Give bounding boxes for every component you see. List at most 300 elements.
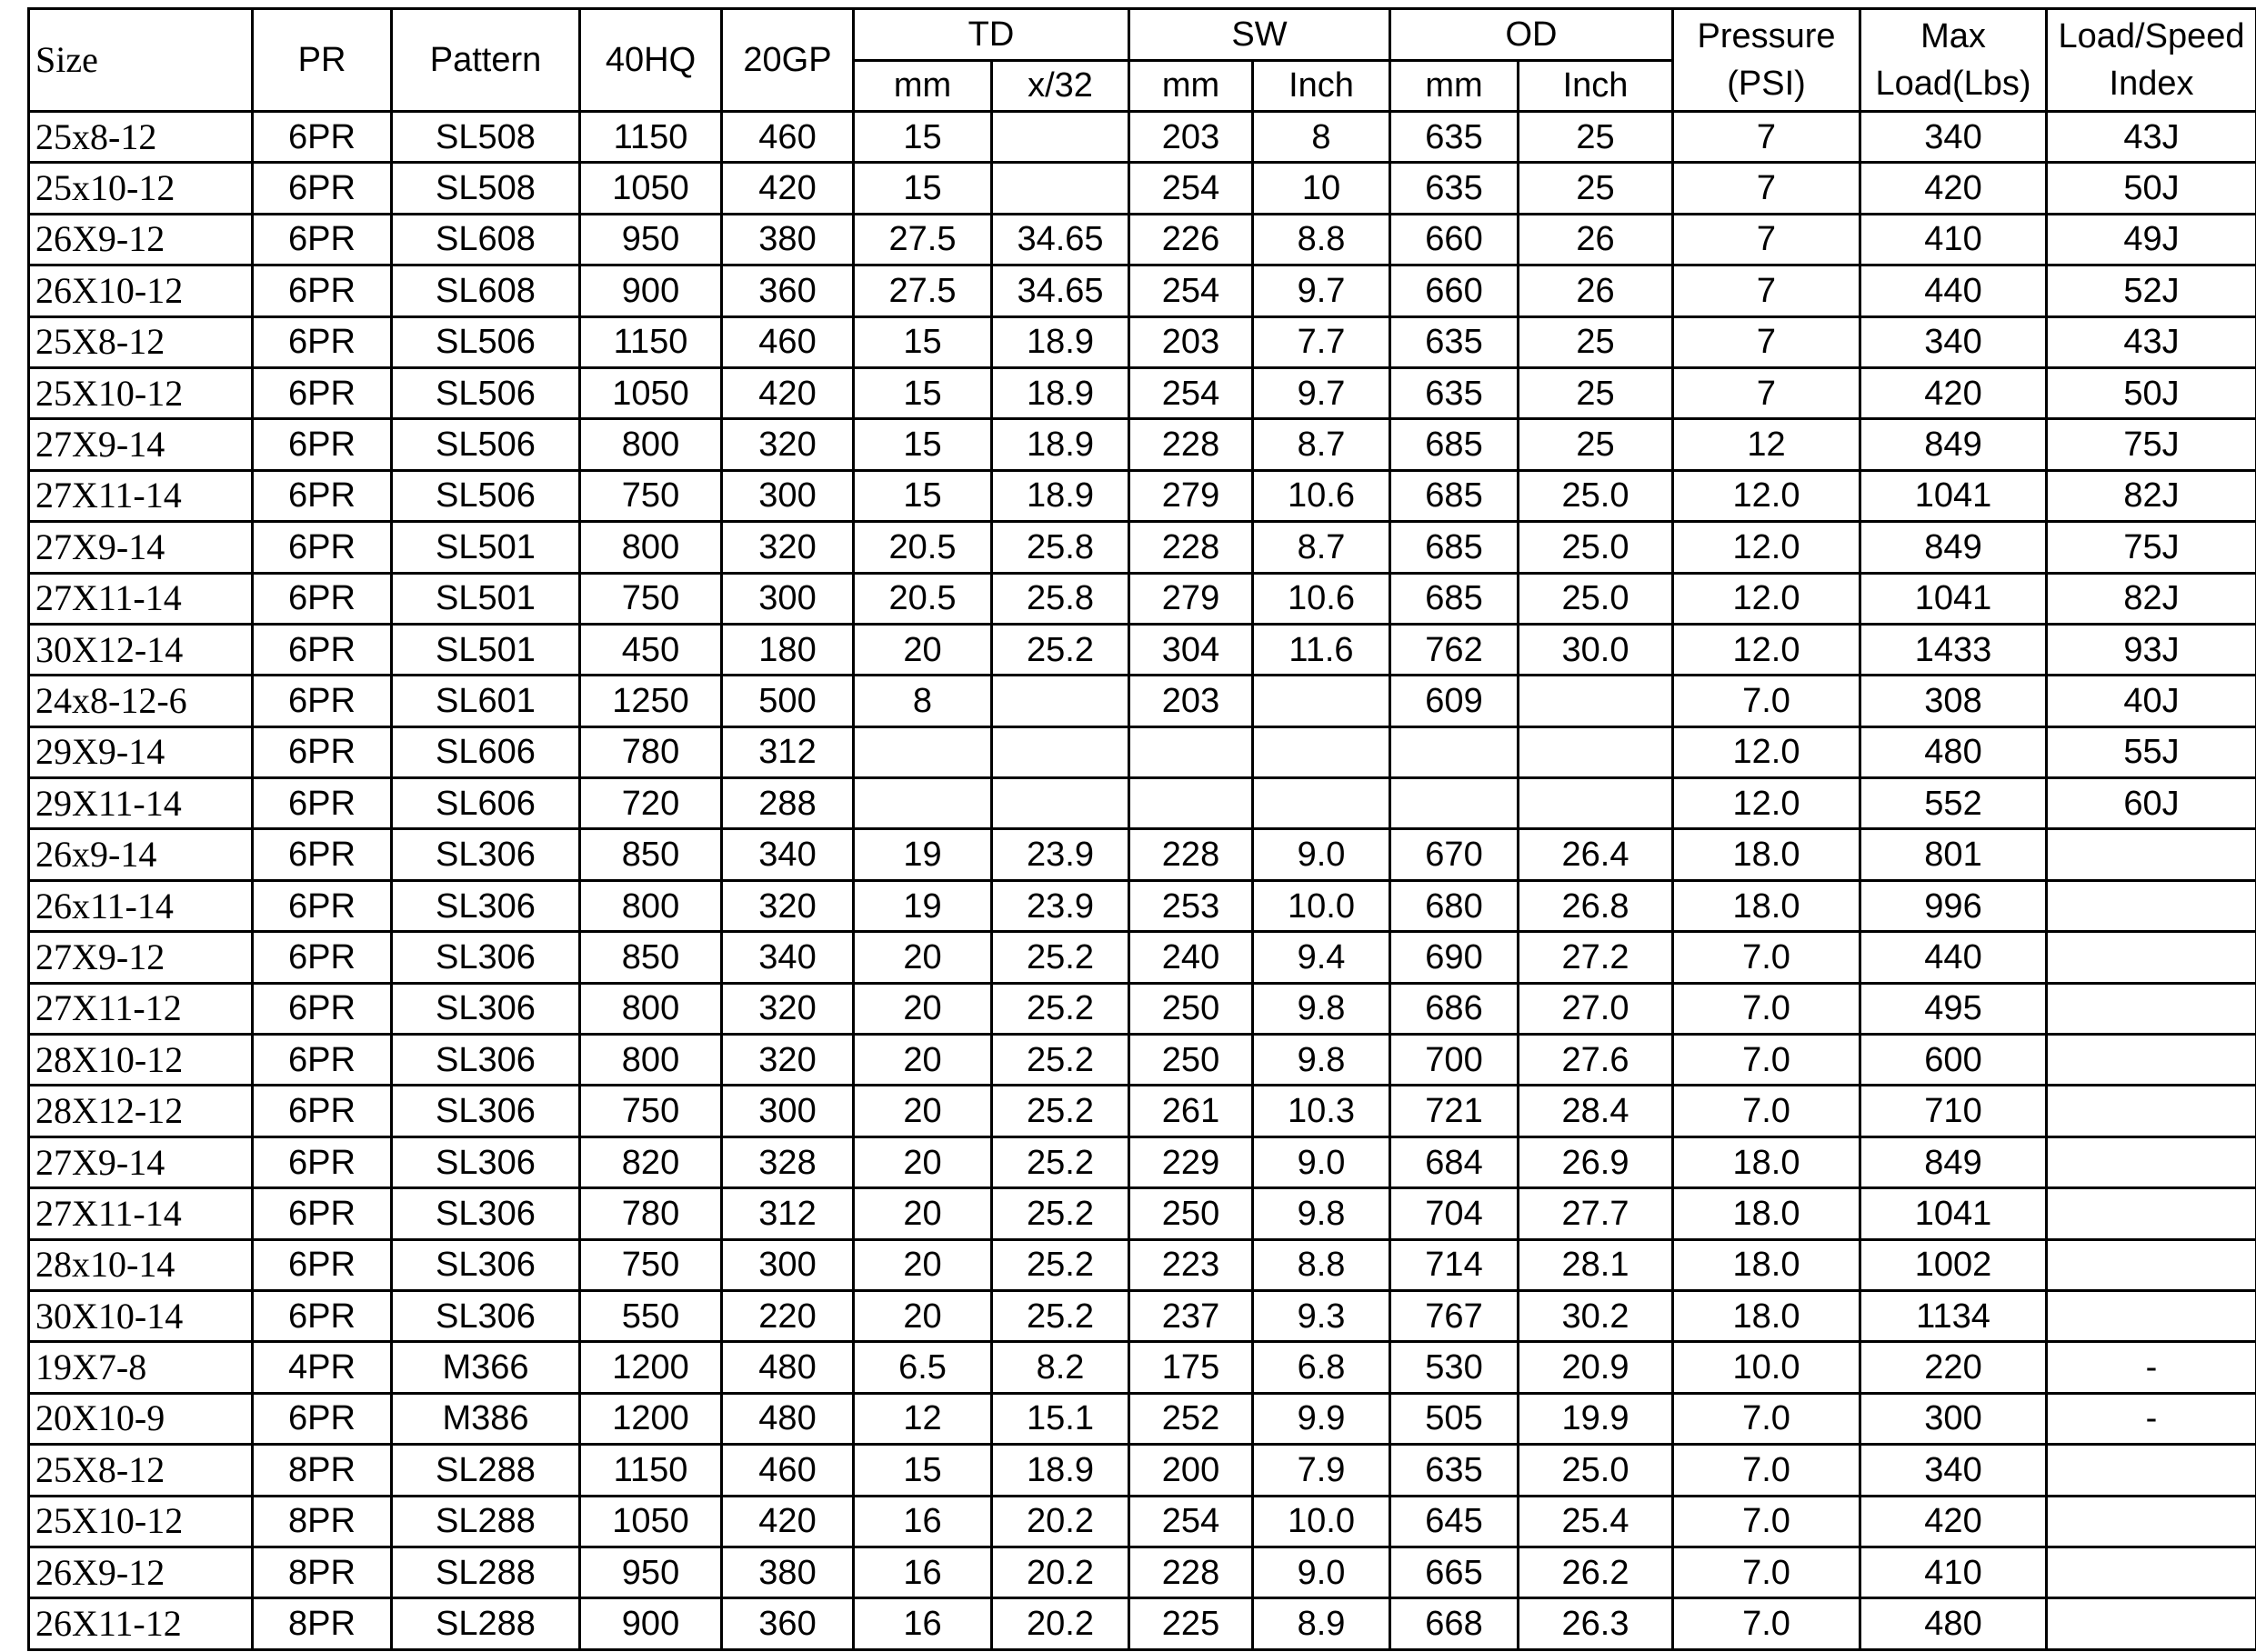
cell-od-mm: 714: [1390, 1239, 1519, 1290]
cell-size: 24x8-12-6: [29, 676, 253, 726]
cell-td-mm: 15: [854, 1445, 992, 1496]
cell-sw-inch: 7.9: [1253, 1445, 1390, 1496]
cell-td-mm: 20: [854, 624, 992, 675]
cell-td-x32: 18.9: [992, 470, 1129, 521]
table-row: [29, 522, 2256, 573]
table-row: [29, 1290, 2256, 1341]
table-row: [29, 316, 2256, 367]
cell-pattern: SL506: [392, 419, 580, 470]
table-row: [29, 778, 2256, 829]
cell-max-load: 300: [1860, 1393, 2047, 1444]
cell-od-inch: 25.0: [1519, 470, 1673, 521]
cell-sw-mm: 240: [1129, 932, 1253, 983]
cell-pressure: 7: [1673, 316, 1860, 367]
cell-load-speed-index: [2047, 983, 2256, 1034]
cell-max-load: 440: [1860, 932, 2047, 983]
cell-pattern: SL306: [392, 1136, 580, 1187]
cell-pr: 6PR: [253, 983, 392, 1034]
table-row: [29, 1445, 2256, 1496]
cell-20gp: 320: [722, 522, 854, 573]
cell-pressure: 7: [1673, 112, 1860, 163]
cell-40hq: 820: [580, 1136, 722, 1187]
cell-td-mm: 20: [854, 932, 992, 983]
cell-20gp: 320: [722, 1035, 854, 1086]
cell-pressure: 12.0: [1673, 778, 1860, 829]
cell-pressure: 7: [1673, 367, 1860, 418]
header-load-speed: [2047, 9, 2256, 112]
cell-pattern: SL306: [392, 1239, 580, 1290]
cell-pattern: SL306: [392, 932, 580, 983]
header-pressure-line1: Pressure: [1697, 17, 1836, 55]
cell-pattern: SL288: [392, 1445, 580, 1496]
cell-pattern: SL506: [392, 367, 580, 418]
cell-pressure: 7.0: [1673, 1496, 1860, 1547]
cell-sw-mm: 200: [1129, 1445, 1253, 1496]
cell-pr: 6PR: [253, 778, 392, 829]
cell-20gp: 320: [722, 983, 854, 1034]
cell-sw-inch: [1253, 726, 1390, 777]
cell-40hq: 800: [580, 1035, 722, 1086]
cell-td-mm: 15: [854, 419, 992, 470]
cell-td-mm: 20: [854, 1035, 992, 1086]
cell-max-load: 420: [1860, 163, 2047, 214]
cell-pr: 4PR: [253, 1342, 392, 1393]
cell-od-mm: 635: [1390, 367, 1519, 418]
cell-pattern: SL508: [392, 163, 580, 214]
cell-max-load: 1134: [1860, 1290, 2047, 1341]
cell-size: 28X10-12: [29, 1035, 253, 1086]
cell-td-x32: 18.9: [992, 419, 1129, 470]
cell-td-x32: 25.2: [992, 983, 1129, 1034]
cell-pr: 6PR: [253, 1239, 392, 1290]
cell-max-load: 1041: [1860, 470, 2047, 521]
cell-load-speed-index: [2047, 1496, 2256, 1547]
cell-od-inch: 27.0: [1519, 983, 1673, 1034]
cell-pr: 6PR: [253, 1086, 392, 1136]
cell-pr: 6PR: [253, 726, 392, 777]
cell-sw-mm: 254: [1129, 265, 1253, 316]
header-pr: PR: [253, 9, 392, 112]
cell-od-inch: 25: [1519, 316, 1673, 367]
cell-td-mm: 20: [854, 1239, 992, 1290]
cell-td-x32: [992, 726, 1129, 777]
cell-20gp: 420: [722, 163, 854, 214]
cell-pressure: 12.0: [1673, 522, 1860, 573]
cell-od-inch: 26.4: [1519, 829, 1673, 880]
cell-size: 20X10-9: [29, 1393, 253, 1444]
table-row: [29, 676, 2256, 726]
cell-max-load: 440: [1860, 265, 2047, 316]
cell-sw-inch: 9.0: [1253, 1547, 1390, 1597]
cell-sw-inch: 9.8: [1253, 1035, 1390, 1086]
cell-sw-inch: [1253, 676, 1390, 726]
table-row: [29, 573, 2256, 624]
cell-td-mm: 20: [854, 1188, 992, 1239]
cell-od-mm: 686: [1390, 983, 1519, 1034]
cell-sw-mm: 304: [1129, 624, 1253, 675]
table-row: [29, 1342, 2256, 1393]
cell-load-speed-index: 55J: [2047, 726, 2256, 777]
cell-20gp: 480: [722, 1393, 854, 1444]
cell-max-load: 801: [1860, 829, 2047, 880]
cell-od-inch: [1519, 726, 1673, 777]
cell-od-mm: 690: [1390, 932, 1519, 983]
cell-od-inch: 28.4: [1519, 1086, 1673, 1136]
cell-load-speed-index: -: [2047, 1342, 2256, 1393]
cell-40hq: 850: [580, 932, 722, 983]
cell-sw-inch: 9.3: [1253, 1290, 1390, 1341]
cell-td-mm: 20.5: [854, 573, 992, 624]
cell-td-mm: 15: [854, 112, 992, 163]
cell-size: 26X11-12: [29, 1598, 253, 1649]
cell-sw-mm: 253: [1129, 880, 1253, 931]
cell-pattern: SL501: [392, 522, 580, 573]
table-row: [29, 726, 2256, 777]
cell-max-load: 340: [1860, 316, 2047, 367]
cell-od-inch: [1519, 778, 1673, 829]
cell-pattern: SL306: [392, 983, 580, 1034]
cell-pattern: SL601: [392, 676, 580, 726]
cell-size: 27X9-14: [29, 419, 253, 470]
cell-sw-mm: 175: [1129, 1342, 1253, 1393]
cell-20gp: 420: [722, 367, 854, 418]
table-row: [29, 112, 2256, 163]
cell-td-mm: 20.5: [854, 522, 992, 573]
cell-od-inch: 19.9: [1519, 1393, 1673, 1444]
header-pressure: [1673, 9, 1860, 112]
table-row: [29, 470, 2256, 521]
header-od: OD: [1390, 9, 1673, 61]
cell-20gp: 340: [722, 932, 854, 983]
cell-od-mm: 685: [1390, 522, 1519, 573]
cell-load-speed-index: [2047, 1239, 2256, 1290]
cell-td-x32: 25.2: [992, 1035, 1129, 1086]
header-od-inch: Inch: [1519, 60, 1673, 112]
cell-pressure: 12.0: [1673, 470, 1860, 521]
cell-pattern: SL306: [392, 880, 580, 931]
cell-pattern: SL608: [392, 214, 580, 265]
header-load-speed-line2: Index: [2109, 65, 2194, 103]
header-pattern: Pattern: [392, 9, 580, 112]
cell-40hq: 900: [580, 1598, 722, 1649]
cell-od-inch: 30.2: [1519, 1290, 1673, 1341]
cell-pressure: 12: [1673, 419, 1860, 470]
header-row-top: [29, 9, 2256, 61]
table-row: [29, 1035, 2256, 1086]
cell-40hq: 720: [580, 778, 722, 829]
cell-sw-inch: 9.0: [1253, 829, 1390, 880]
cell-40hq: 1150: [580, 1445, 722, 1496]
cell-od-inch: 27.6: [1519, 1035, 1673, 1086]
cell-load-speed-index: [2047, 1035, 2256, 1086]
cell-20gp: 300: [722, 573, 854, 624]
cell-td-mm: 19: [854, 880, 992, 931]
cell-40hq: 800: [580, 983, 722, 1034]
cell-max-load: 1002: [1860, 1239, 2047, 1290]
cell-sw-inch: 6.8: [1253, 1342, 1390, 1393]
table-row: [29, 624, 2256, 675]
cell-pr: 6PR: [253, 676, 392, 726]
cell-sw-mm: [1129, 778, 1253, 829]
cell-size: 27X9-12: [29, 932, 253, 983]
cell-pr: 8PR: [253, 1445, 392, 1496]
cell-pattern: SL501: [392, 573, 580, 624]
cell-pressure: 7.0: [1673, 1393, 1860, 1444]
cell-sw-mm: 254: [1129, 1496, 1253, 1547]
cell-max-load: 1433: [1860, 624, 2047, 675]
cell-pattern: SL306: [392, 829, 580, 880]
cell-20gp: 312: [722, 1188, 854, 1239]
cell-td-x32: 25.2: [992, 1290, 1129, 1341]
cell-sw-inch: 9.4: [1253, 932, 1390, 983]
cell-td-mm: 16: [854, 1598, 992, 1649]
cell-od-mm: 670: [1390, 829, 1519, 880]
cell-td-x32: 20.2: [992, 1547, 1129, 1597]
cell-size: 25X10-12: [29, 367, 253, 418]
cell-size: 26X10-12: [29, 265, 253, 316]
cell-20gp: 380: [722, 1547, 854, 1597]
cell-od-inch: 26.3: [1519, 1598, 1673, 1649]
cell-td-x32: 34.65: [992, 214, 1129, 265]
cell-od-mm: 721: [1390, 1086, 1519, 1136]
cell-td-mm: 27.5: [854, 265, 992, 316]
cell-td-x32: 18.9: [992, 1445, 1129, 1496]
cell-pattern: SL506: [392, 316, 580, 367]
cell-40hq: 1050: [580, 367, 722, 418]
cell-od-inch: 28.1: [1519, 1239, 1673, 1290]
header-td: TD: [854, 9, 1129, 61]
cell-20gp: 328: [722, 1136, 854, 1187]
cell-sw-mm: 228: [1129, 522, 1253, 573]
table-row: [29, 983, 2256, 1034]
cell-load-speed-index: 52J: [2047, 265, 2256, 316]
cell-sw-inch: 11.6: [1253, 624, 1390, 675]
cell-td-x32: [992, 163, 1129, 214]
cell-od-mm: 635: [1390, 112, 1519, 163]
cell-load-speed-index: [2047, 1188, 2256, 1239]
cell-40hq: 1250: [580, 676, 722, 726]
cell-pr: 6PR: [253, 829, 392, 880]
cell-pattern: SL306: [392, 1086, 580, 1136]
cell-td-mm: 16: [854, 1547, 992, 1597]
cell-pressure: 7.0: [1673, 983, 1860, 1034]
cell-sw-mm: 225: [1129, 1598, 1253, 1649]
cell-od-inch: 27.7: [1519, 1188, 1673, 1239]
cell-td-x32: [992, 778, 1129, 829]
cell-size: 25X8-12: [29, 1445, 253, 1496]
cell-sw-mm: 228: [1129, 419, 1253, 470]
cell-40hq: 750: [580, 1086, 722, 1136]
table-row: [29, 1136, 2256, 1187]
cell-od-mm: 680: [1390, 880, 1519, 931]
cell-pattern: SL508: [392, 112, 580, 163]
table-row: [29, 419, 2256, 470]
cell-load-speed-index: 60J: [2047, 778, 2256, 829]
cell-od-mm: 530: [1390, 1342, 1519, 1393]
cell-40hq: 1150: [580, 316, 722, 367]
cell-size: 27X11-12: [29, 983, 253, 1034]
cell-size: 25X8-12: [29, 316, 253, 367]
cell-size: 26x9-14: [29, 829, 253, 880]
cell-td-mm: 15: [854, 316, 992, 367]
cell-size: 19X7-8: [29, 1342, 253, 1393]
cell-40hq: 950: [580, 1547, 722, 1597]
cell-sw-mm: 252: [1129, 1393, 1253, 1444]
cell-sw-mm: 279: [1129, 470, 1253, 521]
cell-pattern: SL288: [392, 1598, 580, 1649]
cell-od-mm: 704: [1390, 1188, 1519, 1239]
cell-od-mm: 700: [1390, 1035, 1519, 1086]
cell-td-mm: 15: [854, 470, 992, 521]
cell-pr: 8PR: [253, 1547, 392, 1597]
cell-40hq: 800: [580, 522, 722, 573]
cell-td-x32: [992, 112, 1129, 163]
table-row: [29, 1547, 2256, 1597]
cell-20gp: 360: [722, 265, 854, 316]
cell-pressure: 12.0: [1673, 726, 1860, 777]
cell-sw-mm: 203: [1129, 316, 1253, 367]
cell-20gp: 320: [722, 880, 854, 931]
cell-pressure: 7: [1673, 214, 1860, 265]
cell-td-mm: [854, 726, 992, 777]
cell-pr: 8PR: [253, 1598, 392, 1649]
cell-sw-mm: 254: [1129, 163, 1253, 214]
header-td-mm: mm: [854, 60, 992, 112]
cell-20gp: 300: [722, 470, 854, 521]
cell-size: 25X10-12: [29, 1496, 253, 1547]
cell-pr: 6PR: [253, 1188, 392, 1239]
cell-sw-mm: 250: [1129, 1035, 1253, 1086]
cell-size: 25x10-12: [29, 163, 253, 214]
cell-40hq: 750: [580, 1239, 722, 1290]
cell-sw-inch: 8.8: [1253, 1239, 1390, 1290]
cell-load-speed-index: [2047, 1290, 2256, 1341]
cell-pressure: 7.0: [1673, 1445, 1860, 1496]
cell-pr: 6PR: [253, 1136, 392, 1187]
cell-pr: 6PR: [253, 470, 392, 521]
cell-max-load: 495: [1860, 983, 2047, 1034]
header-40hq: 40HQ: [580, 9, 722, 112]
header-max-load-line2: Load(Lbs): [1875, 65, 2031, 103]
cell-load-speed-index: [2047, 932, 2256, 983]
cell-pressure: 7.0: [1673, 1035, 1860, 1086]
cell-sw-mm: 228: [1129, 829, 1253, 880]
cell-td-x32: [992, 676, 1129, 726]
table-row: [29, 1598, 2256, 1649]
cell-pattern: M366: [392, 1342, 580, 1393]
cell-od-mm: 762: [1390, 624, 1519, 675]
cell-sw-inch: 10.0: [1253, 1496, 1390, 1547]
header-sw: SW: [1129, 9, 1390, 61]
cell-td-mm: 27.5: [854, 214, 992, 265]
cell-load-speed-index: 40J: [2047, 676, 2256, 726]
cell-20gp: 360: [722, 1598, 854, 1649]
header-td-x32: x/32: [992, 60, 1129, 112]
cell-pressure: 18.0: [1673, 1188, 1860, 1239]
header-od-mm: mm: [1390, 60, 1519, 112]
table-row: [29, 829, 2256, 880]
cell-sw-inch: 9.8: [1253, 983, 1390, 1034]
cell-40hq: 1200: [580, 1342, 722, 1393]
cell-max-load: 849: [1860, 1136, 2047, 1187]
header-20gp: 20GP: [722, 9, 854, 112]
cell-sw-inch: 8.8: [1253, 214, 1390, 265]
cell-od-inch: 20.9: [1519, 1342, 1673, 1393]
cell-20gp: 300: [722, 1239, 854, 1290]
cell-40hq: 750: [580, 573, 722, 624]
cell-td-mm: 15: [854, 367, 992, 418]
cell-td-mm: 6.5: [854, 1342, 992, 1393]
cell-size: 26x11-14: [29, 880, 253, 931]
cell-max-load: 480: [1860, 1598, 2047, 1649]
cell-sw-mm: 254: [1129, 367, 1253, 418]
table-row: [29, 880, 2256, 931]
cell-pressure: 7.0: [1673, 676, 1860, 726]
cell-max-load: 340: [1860, 112, 2047, 163]
cell-40hq: 800: [580, 880, 722, 931]
cell-od-mm: 685: [1390, 419, 1519, 470]
cell-td-mm: 15: [854, 163, 992, 214]
cell-40hq: 1050: [580, 163, 722, 214]
cell-pr: 6PR: [253, 112, 392, 163]
cell-max-load: 420: [1860, 1496, 2047, 1547]
cell-pr: 6PR: [253, 163, 392, 214]
cell-pattern: SL306: [392, 1035, 580, 1086]
cell-sw-inch: [1253, 778, 1390, 829]
cell-pressure: 7.0: [1673, 1547, 1860, 1597]
cell-20gp: 500: [722, 676, 854, 726]
cell-od-mm: 660: [1390, 214, 1519, 265]
cell-20gp: 340: [722, 829, 854, 880]
cell-load-speed-index: 43J: [2047, 112, 2256, 163]
cell-od-inch: 30.0: [1519, 624, 1673, 675]
cell-sw-mm: 226: [1129, 214, 1253, 265]
cell-size: 26X9-12: [29, 214, 253, 265]
table-row: [29, 1239, 2256, 1290]
cell-max-load: 849: [1860, 419, 2047, 470]
cell-sw-inch: 8.7: [1253, 419, 1390, 470]
cell-od-mm: 505: [1390, 1393, 1519, 1444]
cell-size: 27X11-14: [29, 470, 253, 521]
cell-40hq: 750: [580, 470, 722, 521]
cell-sw-mm: [1129, 726, 1253, 777]
cell-pressure: 18.0: [1673, 1136, 1860, 1187]
cell-od-inch: 27.2: [1519, 932, 1673, 983]
cell-pressure: 18.0: [1673, 880, 1860, 931]
header-max-load: [1860, 9, 2047, 112]
cell-od-inch: 25.0: [1519, 522, 1673, 573]
cell-pressure: 7.0: [1673, 932, 1860, 983]
cell-td-mm: 12: [854, 1393, 992, 1444]
cell-sw-mm: 237: [1129, 1290, 1253, 1341]
cell-sw-inch: 9.9: [1253, 1393, 1390, 1444]
cell-max-load: 600: [1860, 1035, 2047, 1086]
cell-max-load: 1041: [1860, 573, 2047, 624]
cell-pr: 6PR: [253, 265, 392, 316]
cell-sw-mm: 261: [1129, 1086, 1253, 1136]
cell-sw-inch: 7.7: [1253, 316, 1390, 367]
cell-20gp: 288: [722, 778, 854, 829]
cell-sw-inch: 10.6: [1253, 573, 1390, 624]
cell-max-load: 480: [1860, 726, 2047, 777]
cell-td-mm: 16: [854, 1496, 992, 1547]
cell-sw-mm: 229: [1129, 1136, 1253, 1187]
cell-pattern: SL506: [392, 470, 580, 521]
cell-td-mm: [854, 778, 992, 829]
table-row: [29, 932, 2256, 983]
cell-od-mm: 685: [1390, 573, 1519, 624]
cell-od-inch: 26.2: [1519, 1547, 1673, 1597]
